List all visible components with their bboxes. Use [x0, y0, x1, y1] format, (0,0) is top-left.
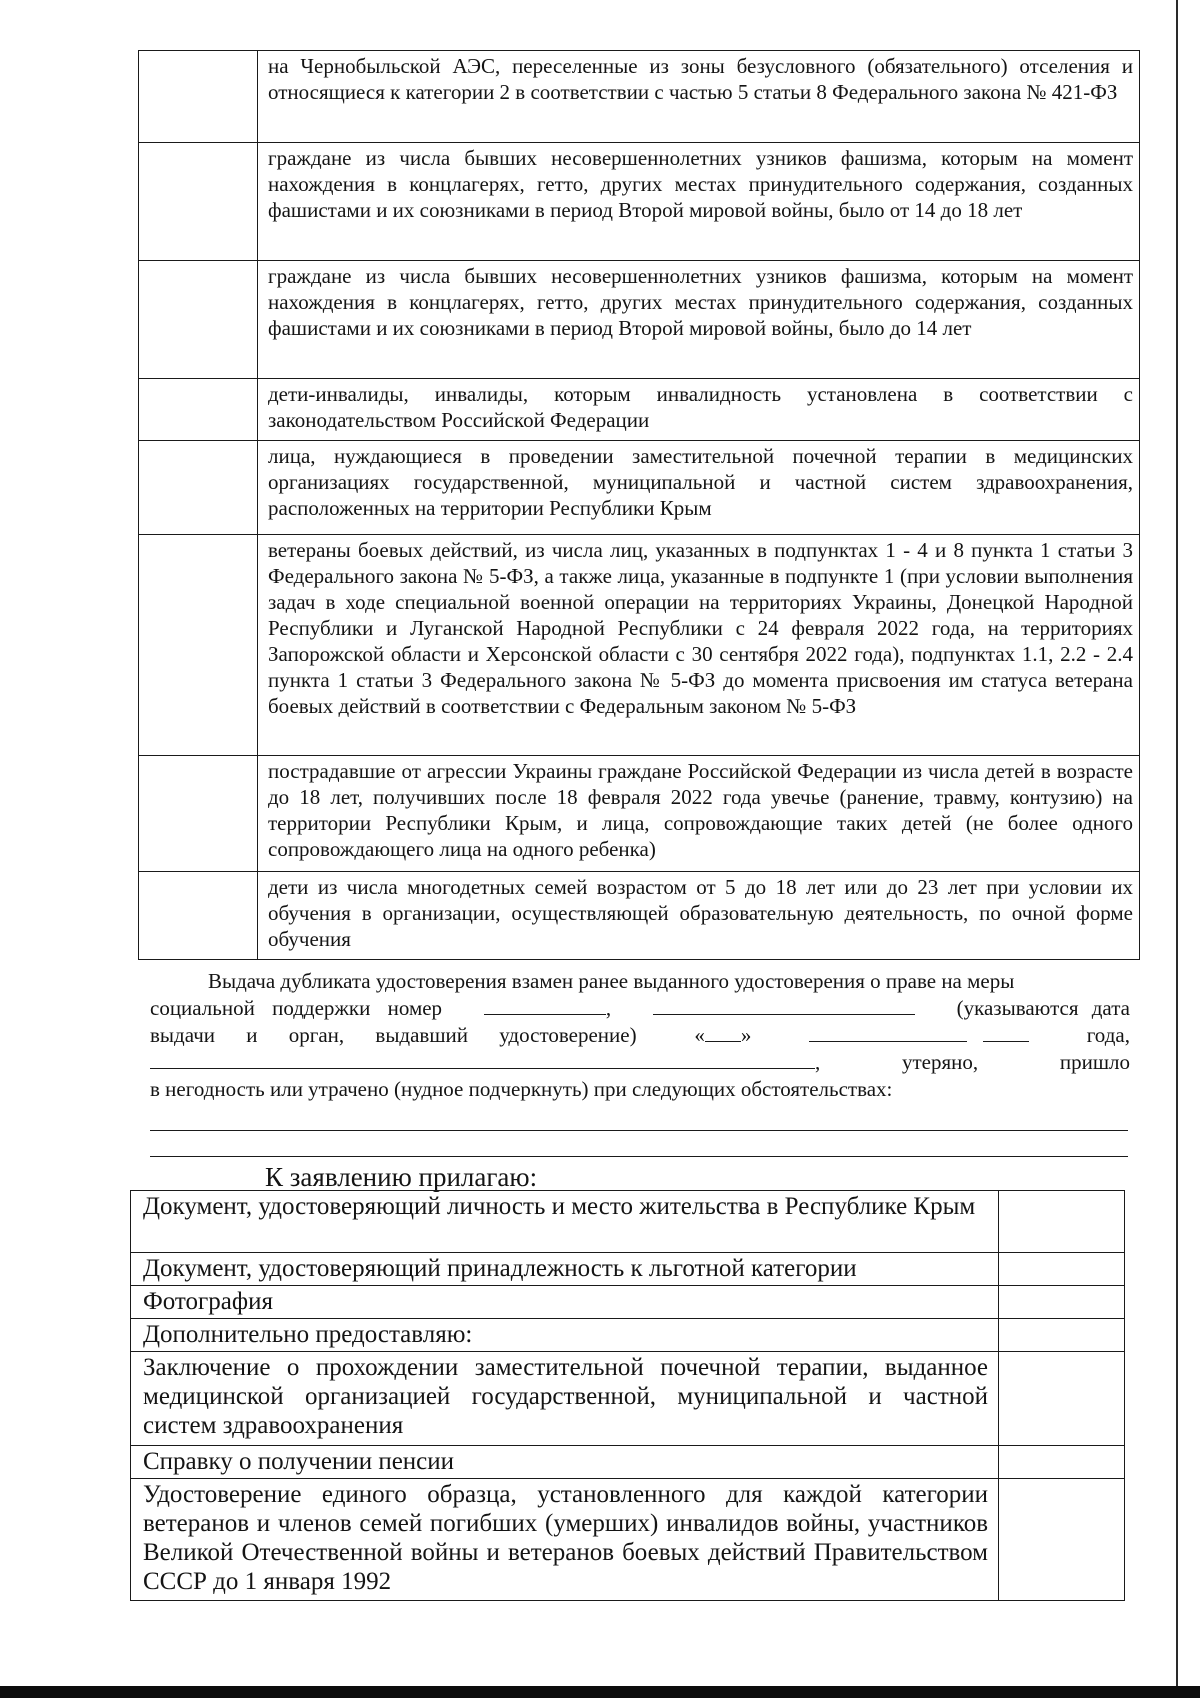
category-text: пострадавшие от агрессии Украины граждане Российской Федерации из числа детей в возрасте до 18 лет, получивших после 18 февраля 2022 года увечье (ранение, травму, контузию) на территории Республики Крым, и лица, сопровождающие таких детей (не более одного сопровождающего лица на одного ребенка): [258, 756, 1140, 872]
issue-day-field[interactable]: [694, 1022, 751, 1049]
attachments-heading: К заявлению прилагаю:: [265, 1162, 538, 1192]
scan-edge: [1176, 0, 1178, 1698]
table-row: [139, 441, 1140, 535]
attachment-text: Удостоверение единого образца, установленного для каждой категории ветеранов и членов семей погибших (умерших) инвалидов войны, участников Великой Отечественной войны и ветеранов боевых действий Правительством СССР до 1 января 1992: [131, 1479, 999, 1601]
table-row: [131, 1319, 1125, 1352]
checkbox-cell[interactable]: [139, 51, 258, 143]
checkbox-cell[interactable]: [999, 1446, 1125, 1479]
table-row: [139, 379, 1140, 441]
checkbox-cell[interactable]: [139, 143, 258, 261]
duplicate-text: (указываются дата: [956, 996, 1130, 1020]
duplicate-line-1: [150, 968, 1130, 995]
circumstances-line[interactable]: [150, 1130, 1128, 1131]
table-row: [131, 1191, 1125, 1253]
issuing-authority-field[interactable]: [150, 1049, 820, 1076]
duplicate-text: социальной поддержки номер: [150, 996, 443, 1020]
circumstances-line[interactable]: [150, 1156, 1128, 1157]
category-text: дети-инвалиды, инвалиды, которым инвалидность установлена в соответствии с законодательством Российской Федерации: [258, 379, 1140, 441]
checkbox-cell[interactable]: [139, 379, 258, 441]
checkbox-cell[interactable]: [999, 1253, 1125, 1286]
table-row: [131, 1479, 1125, 1601]
category-text: граждане из числа бывших несовершеннолетних узников фашизма, которым на момент нахождения в концлагерях, гетто, других местах принудительного содержания, созданных фашистами и их союзниками в период Второй мировой войны, было до 14 лет: [258, 261, 1140, 379]
checkbox-cell[interactable]: [139, 535, 258, 756]
duplicate-text: пришло: [1059, 1050, 1130, 1074]
table-row: [131, 1286, 1125, 1319]
table-row: [131, 1446, 1125, 1479]
beneficiary-categories-table: [138, 50, 1140, 960]
duplicate-line-2: [150, 995, 1130, 1022]
table-row: [131, 1352, 1125, 1446]
duplicate-text: »: [740, 1023, 752, 1047]
category-text: дети из числа многодетных семей возрастом от 5 до 18 лет или до 23 лет при условии их обучения в организации, осуществляющей образовательную деятельность, по очной форме обучения: [258, 872, 1140, 960]
attachment-text: Документ, удостоверяющий личность и место жительства в Республике Крым: [131, 1191, 999, 1253]
duplicate-text: утеряно,: [901, 1050, 979, 1074]
scan-bottom-edge: [0, 1686, 1200, 1698]
table-row: [139, 872, 1140, 960]
category-text: лица, нуждающиеся в проведении заместительной почечной терапии в медицинских организациях государственной, муниципальной и частной систем здравоохранения, расположенных на территории Республики Крым: [258, 441, 1140, 535]
duplicate-text: года,: [1086, 1023, 1130, 1047]
table-row: [139, 261, 1140, 379]
table-row: [139, 51, 1140, 143]
certificate-number-field[interactable]: [484, 995, 611, 1022]
checkbox-cell[interactable]: [999, 1286, 1125, 1319]
duplicate-text: ,: [605, 996, 612, 1020]
table-row: [139, 756, 1140, 872]
checkbox-cell[interactable]: [139, 261, 258, 379]
table-row: [131, 1253, 1125, 1286]
checkbox-cell[interactable]: [999, 1352, 1125, 1446]
attachment-text: Дополнительно предоставляю:: [131, 1319, 999, 1352]
duplicate-request-paragraph: [150, 968, 1130, 1103]
table-row: [139, 143, 1140, 261]
issue-month-year-field[interactable]: [809, 1022, 1029, 1049]
attachment-text: Фотография: [131, 1286, 999, 1319]
category-text: ветераны боевых действий, из числа лиц, указанных в подпунктах 1 - 4 и 8 пункта 1 статьи 3 Федерального закона № 5-ФЗ, а также лица, указанные в подпункте 1 (при условии выполнения задач в ходе специальной военной операции на территориях Украины, Донецкой Народной Республики и Луганской Народной Республики с 24 февраля 2022 года, на территориях Запорожской области и Херсонской области с 30 сентября 2022 года), подпунктах 1.1, 2.2 - 2.4 пункта 1 статьи 3 Федерального закона № 5-ФЗ до момента присвоения им статуса ветерана боевых действий в соответствии с Федеральным законом № 5-ФЗ: [258, 535, 1140, 756]
checkbox-cell[interactable]: [999, 1191, 1125, 1253]
attachment-text: Заключение о прохождении заместительной почечной терапии, выданное медицинской организацией государственной, муниципальной и частной систем здравоохранения: [131, 1352, 999, 1446]
duplicate-text: «: [694, 1023, 705, 1047]
table-row: [139, 535, 1140, 756]
attachment-text: Документ, удостоверяющий принадлежность к льготной категории: [131, 1253, 999, 1286]
category-text: на Чернобыльской АЭС, переселенные из зоны безусловного (обязательного) отселения и относящиеся к категории 2 в соответствии с частью 5 статьи 8 Федерального закона № 421-ФЗ: [258, 51, 1140, 143]
duplicate-text: Выдача дубликата удостоверения взамен ранее выданного удостоверения о праве на меры: [208, 969, 1015, 993]
attachment-text: Справку о получении пенсии: [131, 1446, 999, 1479]
certificate-series-field[interactable]: [653, 996, 915, 1015]
duplicate-text: выдачи и орган, выдавший удостоверение): [150, 1023, 637, 1047]
checkbox-cell[interactable]: [999, 1319, 1125, 1352]
checkbox-cell[interactable]: [139, 872, 258, 960]
duplicate-line-3: [150, 1022, 1130, 1049]
duplicate-text: в негодность или утрачено (нудное подчеркнуть) при следующих обстоятельствах:: [150, 1077, 893, 1101]
duplicate-line-4: [150, 1049, 1130, 1076]
duplicate-text: ,: [815, 1050, 821, 1074]
attachments-table: [130, 1190, 1125, 1601]
checkbox-cell[interactable]: [139, 441, 258, 535]
duplicate-line-5: [150, 1076, 1130, 1103]
checkbox-cell[interactable]: [139, 756, 258, 872]
category-text: граждане из числа бывших несовершеннолетних узников фашизма, которым на момент нахождения в концлагерях, гетто, других местах принудительного содержания, созданных фашистами и их союзниками в период Второй мировой войны, было от 14 до 18 лет: [258, 143, 1140, 261]
checkbox-cell[interactable]: [999, 1479, 1125, 1601]
